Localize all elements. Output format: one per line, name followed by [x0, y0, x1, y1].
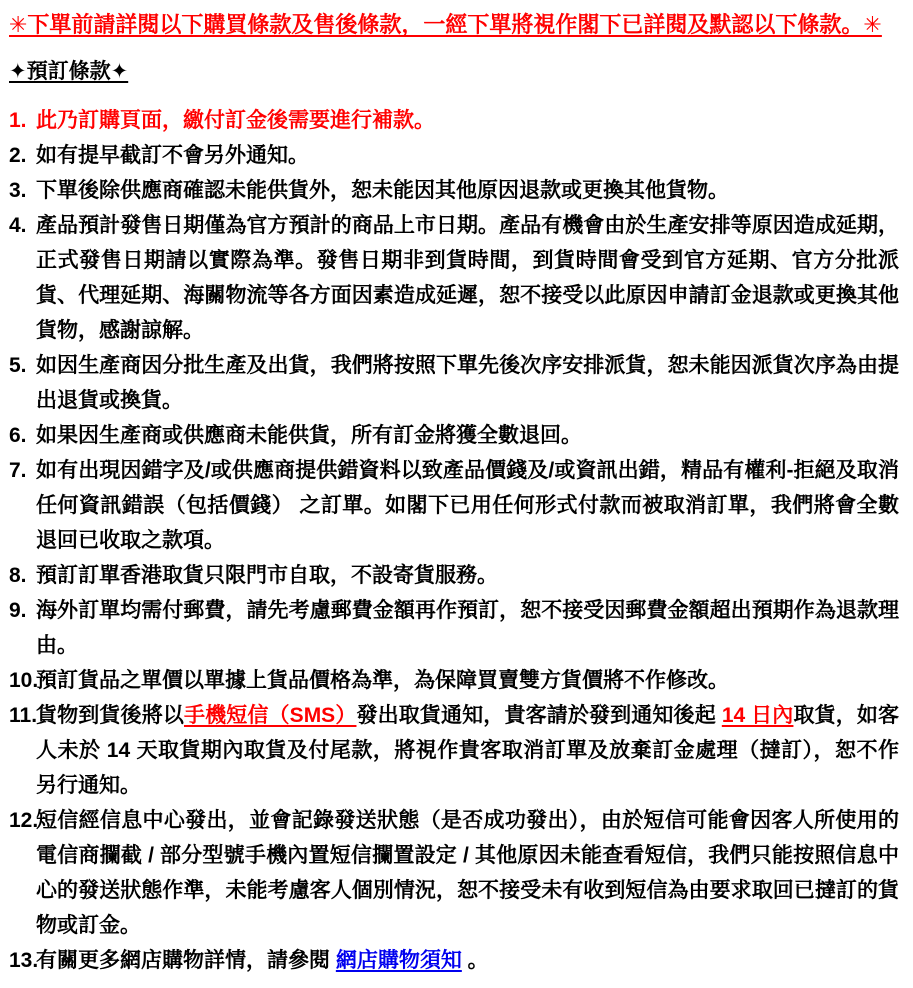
term-text: 取貨，如客人未於 14 天取貨期內取貨及付尾款，將視作貴客取消訂單及放棄訂金處理（撻訂），恕不作另行通知。	[36, 704, 899, 797]
term-number: 9.	[9, 599, 27, 622]
term-text-highlight: 手機短信（SMS）	[183, 704, 357, 727]
term-text-highlight: 14 日內	[721, 704, 794, 727]
term-text: 如有出現因錯字及/或供應商提供錯資料以致產品價錢及/或資訊出錯，精品有權利-拒絕及取消任何資訊錯誤（包括價錢） 之訂單。如閣下已用任何形式付款而被取消訂單，我們將會全數退回已收取之款項。	[36, 459, 899, 552]
term-item	[9, 138, 899, 173]
term-text: 下單後除供應商確認未能供貨外，恕未能因其他原因退款或更換其他貨物。	[36, 179, 729, 202]
page-title: ✳下單前請詳閱以下購買條款及售後條款，一經下單將視作閣下已詳閱及默認以下條款。✳	[9, 12, 882, 37]
term-item	[9, 698, 899, 803]
term-text: 如因生產商因分批生產及出貨，我們將按照下單先後次序安排派貨，恕未能因派貨次序為由提出退貨或換貨。	[36, 354, 899, 412]
terms-list	[9, 103, 899, 978]
term-item	[9, 103, 899, 138]
term-item	[9, 558, 899, 593]
term-number: 12.	[9, 809, 39, 832]
term-text: 產品預計發售日期僅為官方預計的商品上市日期。產品有機會由於生產安排等原因造成延期，正式發售日期請以實際為準。發售日期非到貨時間，到貨時間會受到官方延期、官方分批派貨、代理延期、海關物流等各方面因素造成延遲，恕不接受以此原因申請訂金退款或更換其他貨物，感謝諒解。	[36, 214, 899, 342]
term-text: 有關更多網店購物詳情，請參閱	[36, 949, 336, 972]
term-text: 。	[461, 949, 489, 972]
term-item	[9, 208, 899, 348]
term-item	[9, 453, 899, 558]
section-heading-text: ✦預訂條款✦	[9, 60, 129, 83]
store-shopping-notice-link[interactable]: 網店購物須知	[335, 949, 462, 972]
term-number: 7.	[9, 459, 27, 482]
term-text: 如果因生產商或供應商未能供貨，所有訂金將獲全數退回。	[36, 424, 582, 447]
term-item	[9, 943, 899, 978]
term-number: 8.	[9, 564, 27, 587]
term-text: 預訂訂單香港取貨只限門市自取，不設寄貨服務。	[36, 564, 498, 587]
term-number: 4.	[9, 214, 27, 237]
term-item	[9, 348, 899, 418]
term-number: 6.	[9, 424, 27, 447]
term-number: 1.	[9, 109, 27, 132]
term-item	[9, 593, 899, 663]
term-text: 此乃訂購頁面，繳付訂金後需要進行補款。	[36, 109, 435, 132]
term-text: 短信經信息中心發出，並會記錄發送狀態（是否成功發出），由於短信可能會因客人所使用的電信商攔截 / 部分型號手機內置短信攔置設定 / 其他原因未能查看短信，我們只能按照信息中心的發送狀態作準，未能考慮客人個別情況，恕不接受未有收到短信為由要求取回已撻訂的貨物或訂金。	[36, 809, 899, 937]
term-number: 3.	[9, 179, 27, 202]
term-text: 海外訂單均需付郵費，請先考慮郵費金額再作預訂，恕不接受因郵費金額超出預期作為退款理由。	[36, 599, 899, 657]
term-text: 如有提早截訂不會另外通知。	[36, 144, 309, 167]
section-heading	[9, 55, 899, 89]
term-number: 2.	[9, 144, 27, 167]
term-item	[9, 663, 899, 698]
term-text: 發出取貨通知，貴客請於發到通知後起	[356, 704, 722, 727]
term-item	[9, 173, 899, 208]
term-text: 預訂貨品之單價以單據上貨品價格為準，為保障買賣雙方貨價將不作修改。	[36, 669, 729, 692]
term-text: 貨物到貨後將以	[36, 704, 184, 727]
term-item	[9, 418, 899, 453]
term-number: 11.	[9, 704, 38, 727]
term-number: 10.	[9, 669, 39, 692]
term-item	[9, 803, 899, 943]
term-number: 5.	[9, 354, 27, 377]
term-number: 13.	[9, 949, 39, 972]
